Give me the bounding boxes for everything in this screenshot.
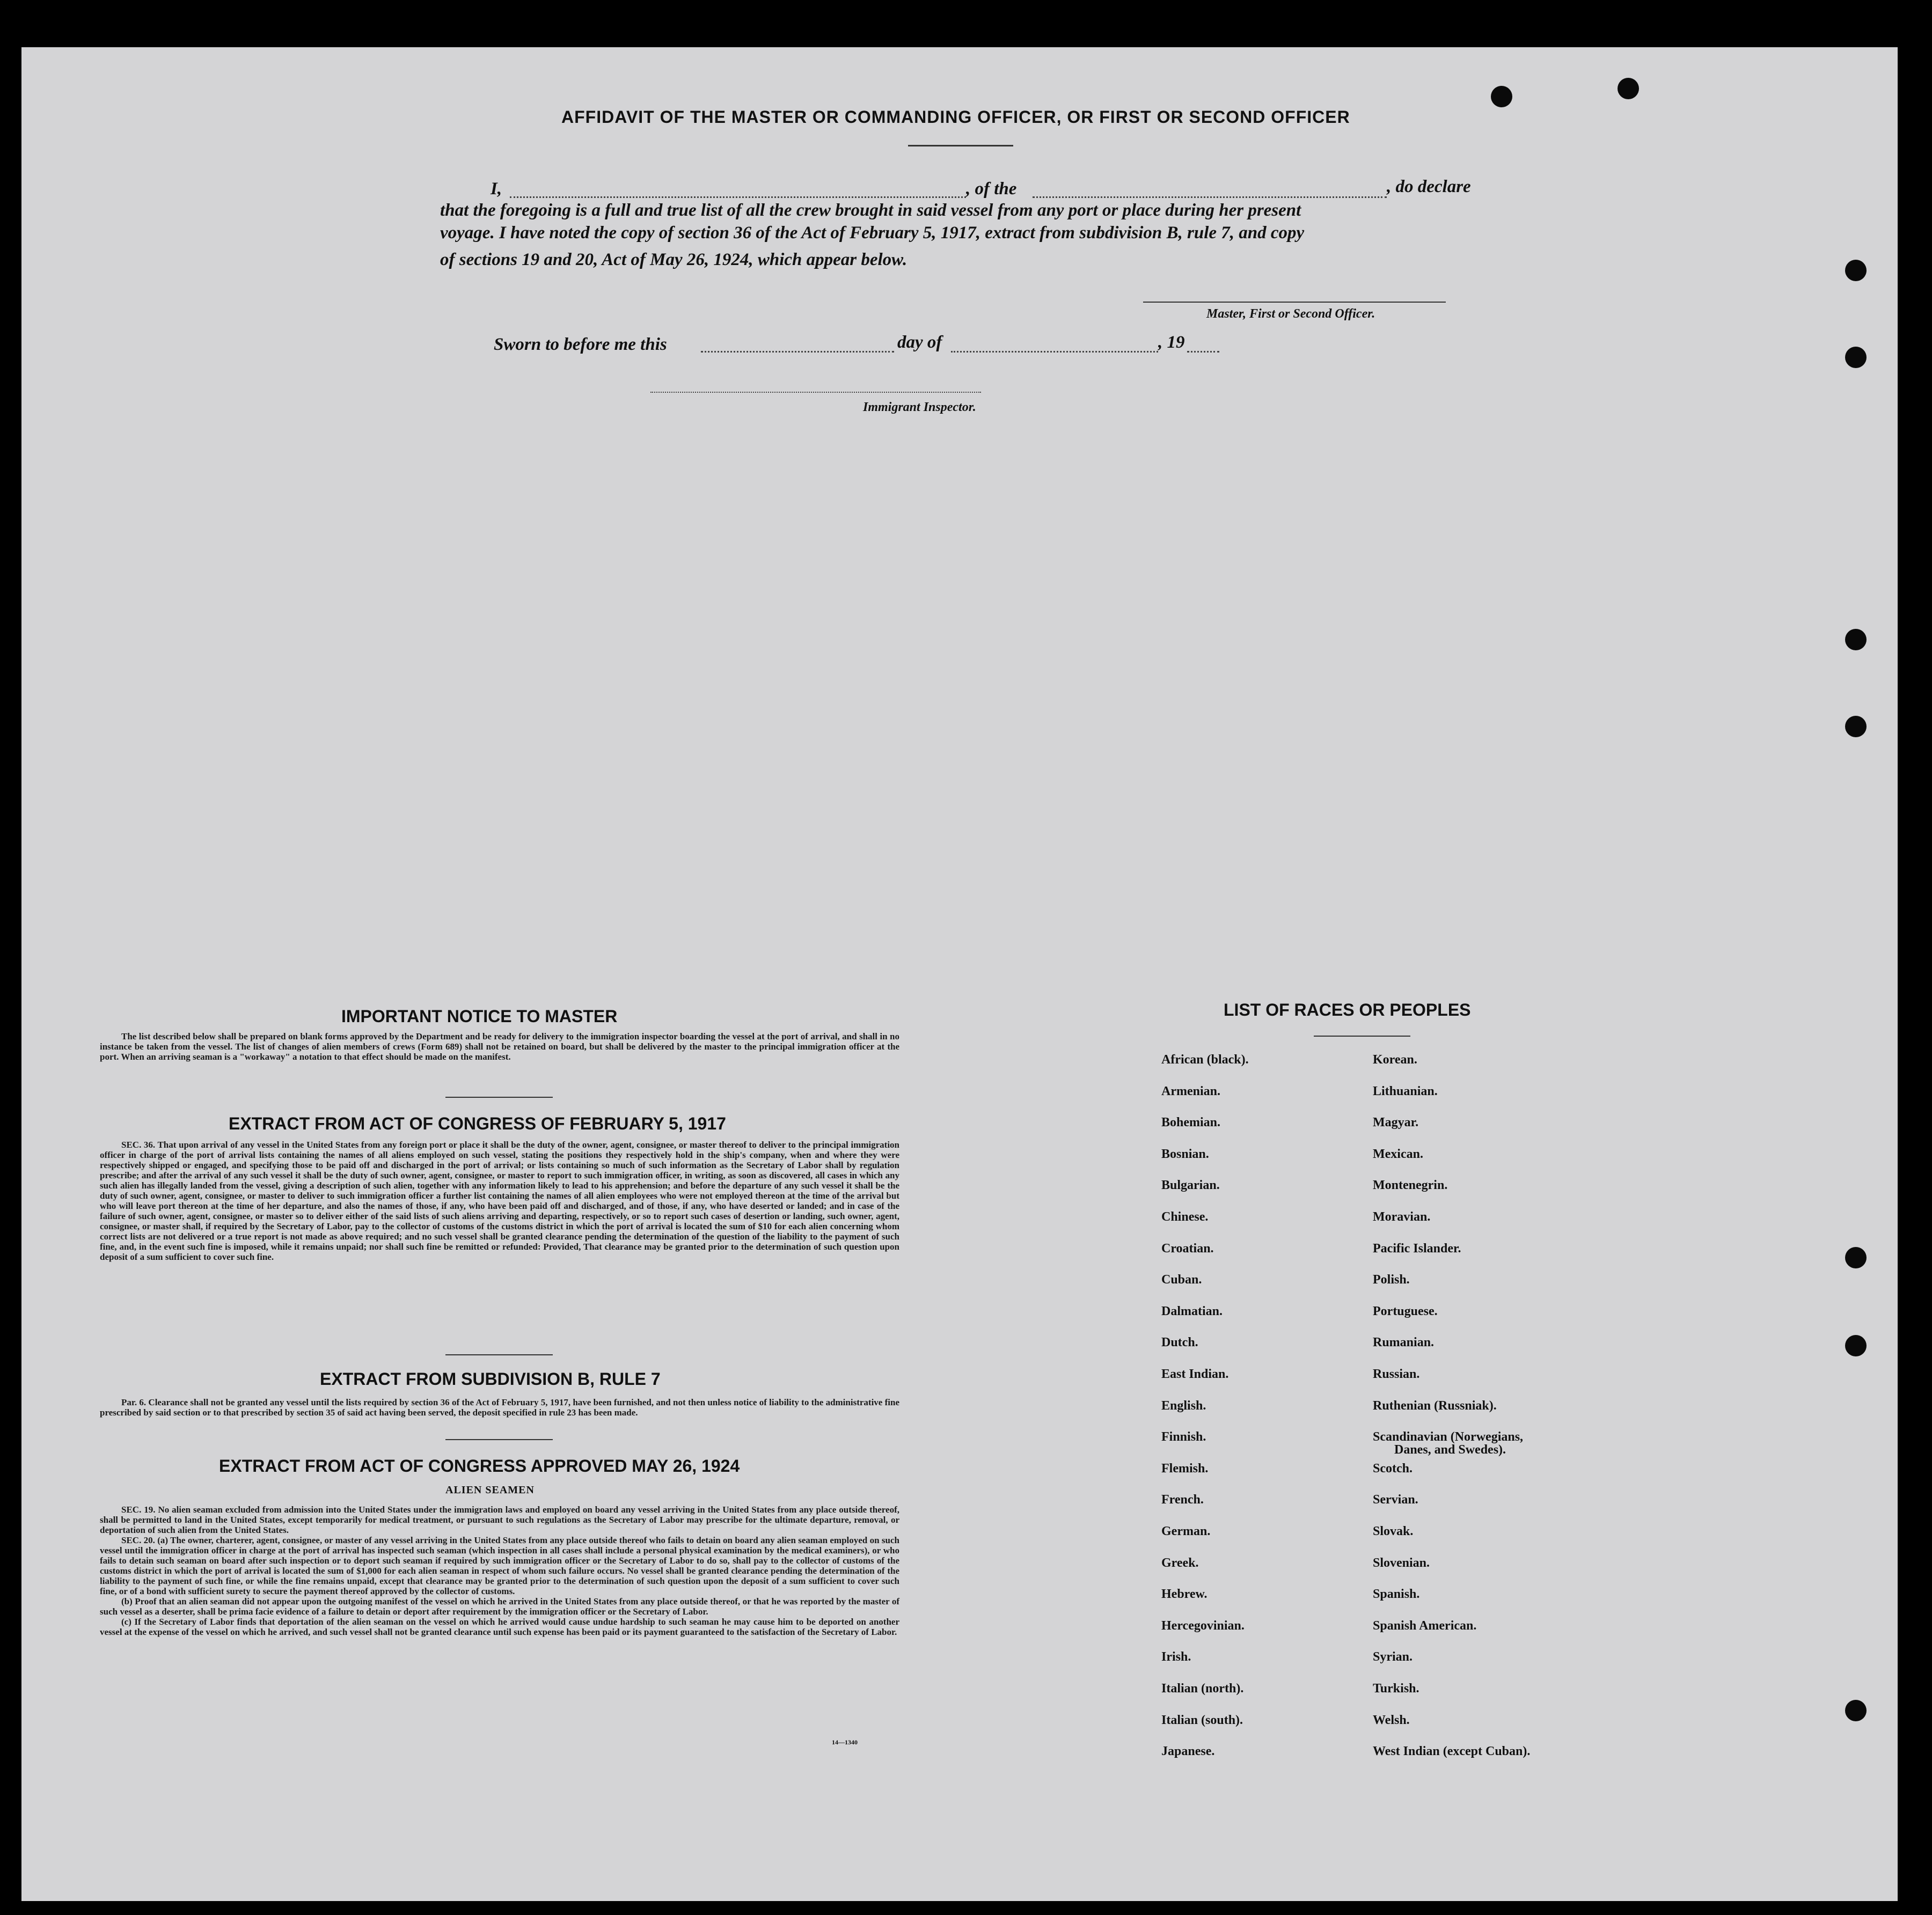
affidavit-declare: , do declare [1387,177,1471,196]
year-label: , 19 [1158,333,1185,352]
inspector-signature-line [650,392,981,393]
race-item: Hebrew. [1161,1587,1208,1602]
affidavit-title: AFFIDAVIT OF THE MASTER OR COMMANDING OFFICER, OR FIRST OR SECOND OFFICER [561,107,1350,127]
race-item: Cuban. [1161,1273,1202,1287]
race-item-continuation: Danes, and Swedes). [1394,1443,1506,1457]
punch-hole [1845,1700,1867,1721]
punch-hole [1845,260,1867,281]
extract1-text: SEC. 36. That upon arrival of any vessel in the United States from any foreign port or place it shall be the duty of the owner, agent, consignee, or master thereof to deliver to the principal immigration officer in charge of the port of arrival lists containing the names of all aliens employed on such vessel, stating the positions they respectively hold in the ship's company, when and where they were respectively shipped or engaged, and specifying those to be paid off and discharged in the port of arrival; or lists containing so much of such information as the Secretary of Labor shall by regulation prescribe; and after the arrival of any such vessel it shall be the duty of such owner, agent, consignee, or master to report to such immigration officer, in writing, as soon as discovered, all cases in which any such alien has illegally landed from the vessel, giving a description of such alien, together with any information likely to lead to his apprehension; and before the departure of any such vessel it shall be the duty of such owner, agent, consignee, or master to deliver to such immigration officer a further list containing the names of all alien employees who were not employed thereon at the time of the arrival but who will leave port thereon at the time of her departure, and also the names of those, if any, who have been paid off and discharged, and of those, if any, who have deserted or landed; and in case of the failure of such owner, agent, consignee, or master so to deliver either of the said lists of such aliens arriving and departing, respectively, or so to report such cases of desertion or landing, such owner, agent, consignee, or master shall, if required by the Secretary of Labor, pay to the collector of customs of the customs district in which the port of arrival is located the sum of $10 for each alien concerning whom correct lists are not delivered or a true report is not made as above required; and no such vessel shall be granted clearance pending the determination of the question of the liability to the payment of such fine, and, in the event such fine is imposed, while it remains unpaid; nor shall such fine be remitted or refunded: Provided, That clearance may be granted prior to the determination of such question upon deposit of a sum sufficient to cover such fine. [100,1140,899,1262]
race-item: Mexican. [1373,1147,1423,1161]
race-item: Dalmatian. [1161,1304,1223,1318]
race-item: Scotch. [1373,1461,1413,1476]
notice-title: IMPORTANT NOTICE TO MASTER [341,1007,618,1026]
race-item: Syrian. [1373,1650,1413,1664]
race-item: Greek. [1161,1556,1199,1570]
sworn-label: Sworn to before me this [494,335,667,354]
punch-hole [1491,86,1512,107]
vessel-blank [1033,196,1387,198]
race-item: Italian (north). [1161,1682,1244,1696]
extract3-body [100,1505,899,1637]
sec-19-text: SEC. 19. No alien seaman excluded from admission into the United States under the immigration laws and employed on board any vessel arriving in the United States from any place outside thereof, shall be permitted to land in the United States, except temporarily for medical treatment, or pursuant to such regulations as the Secretary of Labor may prescribe for the ultimate departure, removal, or deportation of such alien from the United States. [100,1505,899,1535]
race-item: East Indian. [1161,1367,1229,1381]
notice-body-text: The list described below shall be prepared on blank forms approved by the Department and be ready for delivery to the immigration inspector boarding the vessel at the port of arrival, and shall in no instance be taken from the vessel. The list of changes of alien members of crews (Form 689) shall not be retained on board, but shall be delivered by the master to the principal immigration officer at the port. When an arriving seaman is a "workaway" a notation to that effect should be made on the manifest. [100,1031,899,1062]
title-divider [908,145,1013,146]
race-item: Chinese. [1161,1210,1209,1224]
race-item: Magyar. [1373,1116,1419,1130]
master-signature-line [1143,302,1446,303]
race-item: Dutch. [1161,1336,1198,1350]
race-item: Croatian. [1161,1241,1214,1256]
affidavit-of-the: , of the [966,179,1017,199]
race-item: Irish. [1161,1650,1191,1664]
race-item: Slovak. [1373,1524,1414,1538]
extract2-body [100,1397,899,1418]
race-item: Korean. [1373,1053,1417,1067]
race-item: Hercegovinian. [1161,1618,1245,1633]
races-divider [1314,1036,1410,1037]
punch-hole [1845,1247,1867,1268]
extract1-title: EXTRACT FROM ACT OF CONGRESS OF FEBRUARY 5, 1917 [229,1114,726,1133]
divider [445,1097,553,1098]
race-item: Lithuanian. [1373,1084,1438,1098]
races-title: LIST OF RACES OR PEOPLES [1224,1000,1471,1019]
sworn-day-blank [701,351,894,353]
divider [445,1354,553,1355]
race-item: Flemish. [1161,1461,1209,1476]
race-item: Bohemian. [1161,1116,1221,1130]
affidavit-line-3: voyage. I have noted the copy of section 36 of the Act of February 5, 1917, extract from subdivision B, rule 7, and copy [440,223,1305,243]
punch-hole [1845,716,1867,737]
race-item: African (black). [1161,1053,1249,1067]
race-item: Rumanian. [1373,1336,1435,1350]
inspector-signature-label: Immigrant Inspector. [863,400,976,414]
race-item: Spanish. [1373,1587,1420,1602]
sec-20a-text: SEC. 20. (a) The owner, charterer, agent, consignee, or master of any vessel arriving in the United States from any place outside thereof who fails to detain on board any alien seaman employed on such vessel until the immigration officer in charge at the port of arrival has inspected such seaman (which inspection in all cases shall include a personal physical examination by the medical examiners), or who fails to detain such seaman on board after such inspection or to deport such seaman if required by such immigration officer or the Secretary of Labor to do so, shall pay to the collector of customs of the customs district in which the port of arrival is located the sum of $1,000 for each alien seaman in respect of whom such failure occurs. No vessel shall be granted clearance pending the determination of the liability to the payment of such fine, or while the fine remains unpaid, except that clearance may be granted prior to the determination of such question upon the deposit of a sum sufficient to cover such fine, or of a bond with sufficient surety to secure the payment thereof approved by the collector of customs. [100,1535,899,1596]
race-item: Welsh. [1373,1713,1410,1727]
sworn-month-blank [951,351,1158,353]
extract3-title: EXTRACT FROM ACT OF CONGRESS APPROVED MAY 26, 1924 [219,1456,740,1476]
punch-hole [1845,629,1867,650]
day-of-label: day of [897,333,942,352]
name-blank [510,196,966,198]
race-item: Bosnian. [1161,1147,1209,1161]
extract3-subtitle: ALIEN SEAMEN [445,1484,535,1496]
race-item: Polish. [1373,1273,1410,1287]
affidavit-i: I, [491,179,502,199]
race-item: Scandinavian (Norwegians, [1373,1430,1524,1444]
affidavit-line-4: of sections 19 and 20, Act of May 26, 1924, which appear below. [440,250,908,269]
race-item: Portuguese. [1373,1304,1438,1318]
sec-20c-text: (c) If the Secretary of Labor finds that deportation of the alien seaman on the vessel on which he arrived would cause undue hardship to such seaman he may cause him to be deported on another vessel at the expense of the vessel on which he arrived, and such vessel shall not be granted clearance until such expense has been paid or its payment guaranteed to the satisfaction of the Secretary of Labor. [100,1617,899,1637]
race-item: Servian. [1373,1493,1418,1507]
race-item: Russian. [1373,1367,1420,1381]
race-item: Spanish American. [1373,1618,1477,1633]
race-item: Japanese. [1161,1744,1215,1759]
affidavit-line-2: that the foregoing is a full and true list of all the crew brought in said vessel from any port or place during her present [440,201,1301,220]
race-item: Italian (south). [1161,1713,1243,1727]
race-item: Pacific Islander. [1373,1241,1461,1256]
punch-hole [1845,347,1867,368]
master-signature-label: Master, First or Second Officer. [1206,307,1375,321]
race-item: Bulgarian. [1161,1178,1220,1193]
race-item: French. [1161,1493,1204,1507]
race-item: Armenian. [1161,1084,1220,1098]
race-item: English. [1161,1398,1206,1413]
sec-20b-text: (b) Proof that an alien seaman did not appear upon the outgoing manifest of the vessel on which he arrived in the United States from any place outside thereof, or that he was reported by the master of such vessel as a deserter, shall be prima facie evidence of a failure to detain or deport after requirement by the immigration officer or the Secretary of Labor. [100,1596,899,1617]
extract2-title: EXTRACT FROM SUBDIVISION B, RULE 7 [320,1369,661,1389]
race-item: Ruthenian (Russniak). [1373,1398,1497,1413]
race-item: Finnish. [1161,1430,1206,1444]
race-item: West Indian (except Cuban). [1373,1744,1531,1759]
form-number: 14—1340 [832,1738,858,1746]
punch-hole [1845,1335,1867,1356]
race-item: Slovenian. [1373,1556,1430,1570]
race-item: Montenegrin. [1373,1178,1448,1193]
notice-body [100,1031,899,1062]
race-item: Moravian. [1373,1210,1431,1224]
extract1-body [100,1140,899,1262]
divider [445,1439,553,1440]
race-item: German. [1161,1524,1211,1538]
extract2-text: Par. 6. Clearance shall not be granted any vessel until the lists required by section 36 of the Act of February 5, 1917, have been furnished, and not then unless notice of liability to the administrative fine prescribed by said section or to that prescribed by section 35 of said act having been served, the deposit specified in rule 23 has been made. [100,1397,899,1418]
race-item: Turkish. [1373,1682,1419,1696]
year-blank [1187,351,1219,353]
punch-hole [1618,78,1639,99]
